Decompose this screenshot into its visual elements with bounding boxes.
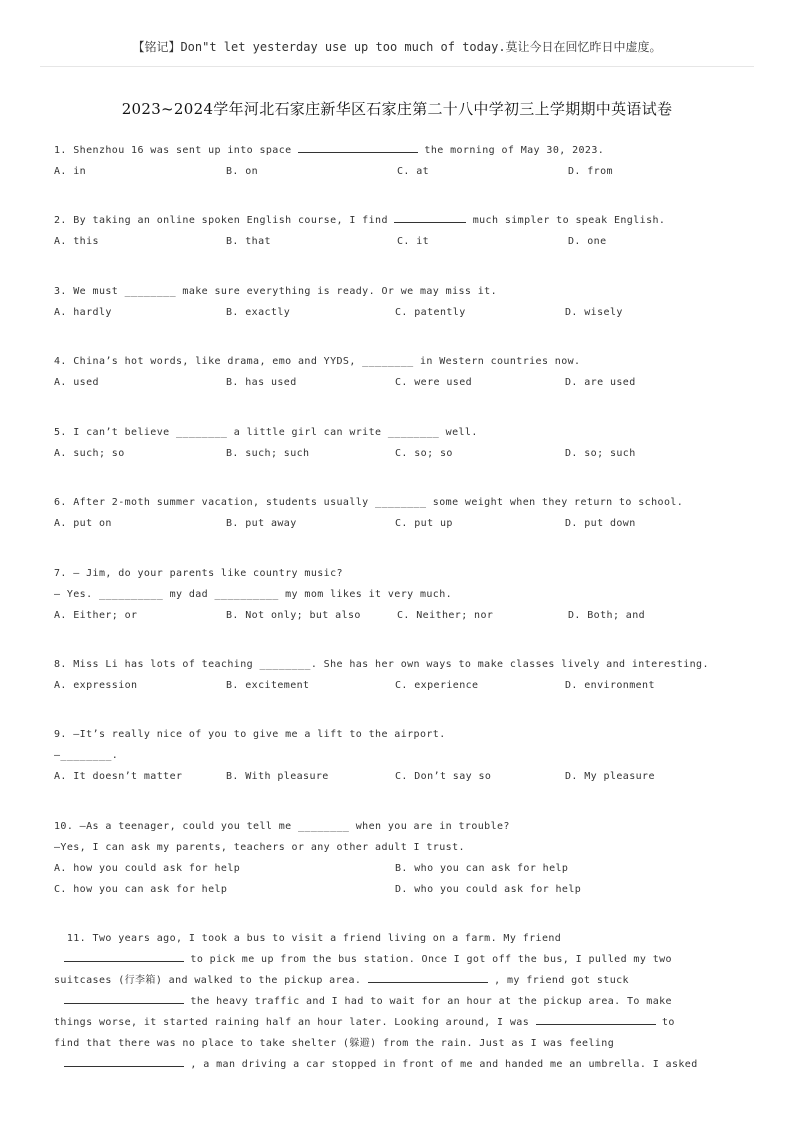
question-reply: — Yes. __________ my dad __________ my mom likes it very much.: [54, 589, 453, 600]
options-row: [54, 443, 754, 464]
option-b[interactable]: B. who you can ask for help: [395, 863, 569, 874]
question-10: [54, 816, 754, 900]
option-c[interactable]: C. so; so: [395, 448, 453, 459]
answer-blank[interactable]: [394, 210, 466, 223]
options-row: [54, 161, 754, 182]
option-d[interactable]: D. Both; and: [568, 610, 646, 621]
page-title: 2023~2024学年河北石家庄新华区石家庄第二十八中学初三上学期期中英语试卷: [121, 100, 673, 118]
cloze-passage: [54, 928, 744, 1075]
option-a[interactable]: A. It doesn’t matter: [54, 771, 183, 782]
option-a[interactable]: A. Either; or: [54, 610, 138, 621]
passage-line: , a man driving a car stopped in front of me and handed me an umbrella. I asked: [54, 1054, 744, 1075]
option-d[interactable]: D. environment: [565, 680, 655, 691]
option-b[interactable]: B. exactly: [226, 307, 291, 318]
question-stem: 5. I can’t believe ________ a little girl can write ________ well.: [54, 427, 478, 438]
option-d[interactable]: D. put down: [565, 518, 636, 529]
question-stem: 3. We must ________ make sure everything is ready. Or we may miss it.: [54, 286, 498, 297]
option-c[interactable]: C. put up: [395, 518, 453, 529]
option-b[interactable]: B. With pleasure: [226, 771, 329, 782]
option-c[interactable]: C. were used: [395, 377, 473, 388]
passage-line: the heavy traffic and I had to wait for an hour at the pickup area. To make: [54, 991, 744, 1012]
option-a[interactable]: A. this: [54, 236, 99, 247]
passage-line: things worse, it started raining half an hour later. Looking around, I was to: [54, 1012, 744, 1033]
question-1: [54, 140, 754, 182]
question-reply: —Yes, I can ask my parents, teachers or any other adult I trust.: [54, 842, 465, 853]
option-b[interactable]: B. put away: [226, 518, 297, 529]
option-a[interactable]: A. hardly: [54, 307, 112, 318]
option-b[interactable]: B. has used: [226, 377, 297, 388]
option-b[interactable]: B. excitement: [226, 680, 310, 691]
answer-blank[interactable]: [64, 949, 184, 962]
option-d[interactable]: D. from: [568, 166, 613, 177]
option-a[interactable]: A. in: [54, 166, 87, 177]
option-a[interactable]: A. such; so: [54, 448, 125, 459]
option-c[interactable]: C. how you can ask for help: [54, 884, 228, 895]
question-6: [54, 492, 754, 534]
header-divider: [40, 66, 754, 67]
options-row: [54, 372, 754, 393]
option-b[interactable]: B. on: [226, 166, 259, 177]
option-d[interactable]: D. are used: [565, 377, 636, 388]
passage-line: suitcases (行李箱) and walked to the pickup area. , my friend got stuck: [54, 970, 744, 991]
options-row: [54, 858, 754, 879]
passage-line: find that there was no place to take shelter (躲避) from the rain. Just as I was feeling: [54, 1038, 615, 1049]
option-c[interactable]: C. patently: [395, 307, 466, 318]
answer-blank[interactable]: [64, 991, 184, 1004]
question-stem: 9. —It’s really nice of you to give me a lift to the airport.: [54, 729, 446, 740]
question-stem: 7. — Jim, do your parents like country music?: [54, 568, 343, 579]
passage-line: to pick me up from the bus station. Once I got off the bus, I pulled my two: [54, 949, 744, 970]
option-b[interactable]: B. such; such: [226, 448, 310, 459]
question-8: [54, 654, 754, 696]
options-row: [54, 879, 754, 900]
option-b[interactable]: B. Not only; but also: [226, 610, 361, 621]
question-stem: 10. —As a teenager, could you tell me ________ when you are in trouble?: [54, 821, 510, 832]
option-a[interactable]: A. put on: [54, 518, 112, 529]
option-a[interactable]: A. used: [54, 377, 99, 388]
option-c[interactable]: C. it: [397, 236, 430, 247]
question-reply: —________.: [54, 750, 119, 761]
answer-blank[interactable]: [64, 1054, 184, 1067]
question-5: [54, 422, 754, 464]
motto-header: 【铭记】Don"t let yesterday use up too much of today.莫让今日在回忆昨日中虚度。: [132, 40, 662, 54]
question-stem: 4. China’s hot words, like drama, emo and YYDS, ________ in Western countries now.: [54, 356, 581, 367]
question-4: [54, 351, 754, 393]
options-row: [54, 675, 754, 696]
question-stem: 1. Shenzhou 16 was sent up into space the morning of May 30, 2023.: [54, 140, 754, 161]
option-d[interactable]: D. wisely: [565, 307, 623, 318]
option-d[interactable]: D. so; such: [565, 448, 636, 459]
options-row: [54, 766, 754, 787]
option-b[interactable]: B. that: [226, 236, 271, 247]
question-stem: 6. After 2-moth summer vacation, students usually ________ some weight when they return to school.: [54, 497, 684, 508]
option-d[interactable]: D. one: [568, 236, 607, 247]
options-row: [54, 513, 754, 534]
option-d[interactable]: D. My pleasure: [565, 771, 655, 782]
answer-blank[interactable]: [368, 970, 488, 983]
option-c[interactable]: C. Neither; nor: [397, 610, 494, 621]
option-c[interactable]: C. Don’t say so: [395, 771, 492, 782]
passage-line: 11. Two years ago, I took a bus to visit a friend living on a farm. My friend: [54, 933, 562, 944]
answer-blank[interactable]: [298, 140, 418, 153]
option-d[interactable]: D. who you could ask for help: [395, 884, 582, 895]
option-a[interactable]: A. how you could ask for help: [54, 863, 241, 874]
option-c[interactable]: C. experience: [395, 680, 479, 691]
option-a[interactable]: A. expression: [54, 680, 138, 691]
question-9: [54, 724, 754, 787]
answer-blank[interactable]: [536, 1012, 656, 1025]
question-2: [54, 210, 754, 252]
option-c[interactable]: C. at: [397, 166, 430, 177]
question-7: [54, 563, 754, 626]
options-row: [54, 231, 754, 252]
question-stem: 8. Miss Li has lots of teaching ________. She has her own ways to make classes lively and interesting.: [54, 659, 709, 670]
options-row: [54, 605, 754, 626]
question-3: [54, 281, 754, 323]
options-row: [54, 302, 754, 323]
question-stem: 2. By taking an online spoken English course, I find much simpler to speak English.: [54, 210, 754, 231]
